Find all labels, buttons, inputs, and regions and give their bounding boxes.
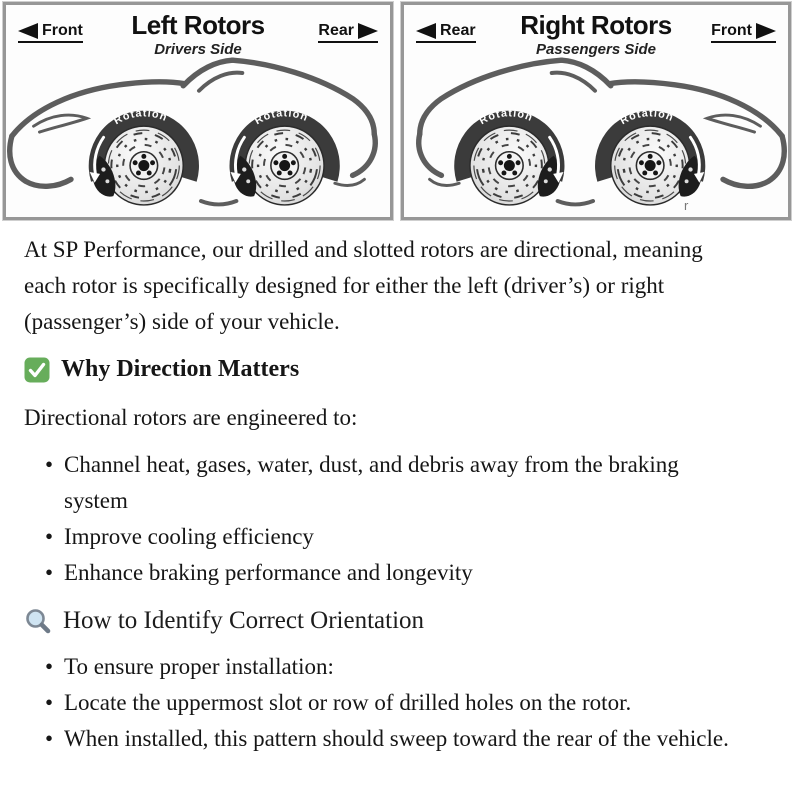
left-arrow-icon [18, 23, 38, 39]
rotation-label: Rotation [252, 107, 311, 128]
front-direction-label [18, 22, 83, 43]
list-item: • Channel heat, gases, water, dust, and debris away from the braking system [64, 447, 744, 519]
list-item: • Improve cooling efficiency [64, 519, 744, 555]
left-panel-header [6, 10, 390, 62]
right-panel-title: Right Rotors [520, 10, 672, 40]
section-why-direction-matters-heading [24, 356, 776, 383]
stray-mark: r [684, 198, 689, 213]
right-panel-subtitle: Passengers Side [535, 41, 657, 58]
engineered-to-lead: Directional rotors are engineered to: [24, 405, 358, 430]
rotation-label: Rotation [111, 107, 170, 128]
front-direction-label [711, 22, 776, 43]
section-how-to-identify-heading [24, 607, 776, 635]
right-arrow-icon [756, 23, 776, 39]
list-item: • To ensure proper installation: [64, 649, 744, 685]
list-item: • When installed, this pattern should sweep toward the rear of the vehicle. [64, 721, 744, 757]
list-item: • Enhance braking performance and longevity [64, 555, 744, 591]
front-label-text: Front [42, 22, 83, 39]
section-title: Why Direction Matters [61, 356, 300, 382]
rear-label-text: Rear [318, 22, 354, 39]
intro-paragraph: At SP Performance, our drilled and slotted rotors are directional, meaning each rotor is specifically designed for either the left (driver’s) or right (passenger’s) side of your vehicle. [24, 237, 703, 334]
benefits-list [24, 447, 800, 591]
right-rotors-panel [401, 2, 791, 220]
rear-label-text: Rear [440, 22, 476, 39]
orientation-steps-list [24, 649, 800, 757]
right-panel-header [404, 10, 788, 62]
left-panel-title: Left Rotors [131, 10, 265, 40]
right-car-illustration [404, 57, 788, 217]
left-panel-subtitle: Drivers Side [154, 41, 242, 58]
rotation-label: Rotation [477, 107, 535, 128]
front-label-text: Front [711, 22, 752, 39]
left-car-illustration [6, 57, 390, 217]
rotor-direction-diagram [3, 2, 797, 220]
list-item: • Locate the uppermost slot or row of drilled holes on the rotor. [64, 685, 744, 721]
check-mark-icon [24, 357, 50, 383]
left-rotors-panel [3, 2, 393, 220]
section-title: How to Identify Correct Orientation [63, 607, 425, 634]
rotation-label: Rotation [618, 107, 676, 128]
rear-direction-label [416, 22, 476, 43]
right-arrow-icon [358, 23, 378, 39]
magnifying-glass-icon [24, 607, 52, 635]
rear-direction-label [318, 22, 378, 43]
left-arrow-icon [416, 23, 436, 39]
